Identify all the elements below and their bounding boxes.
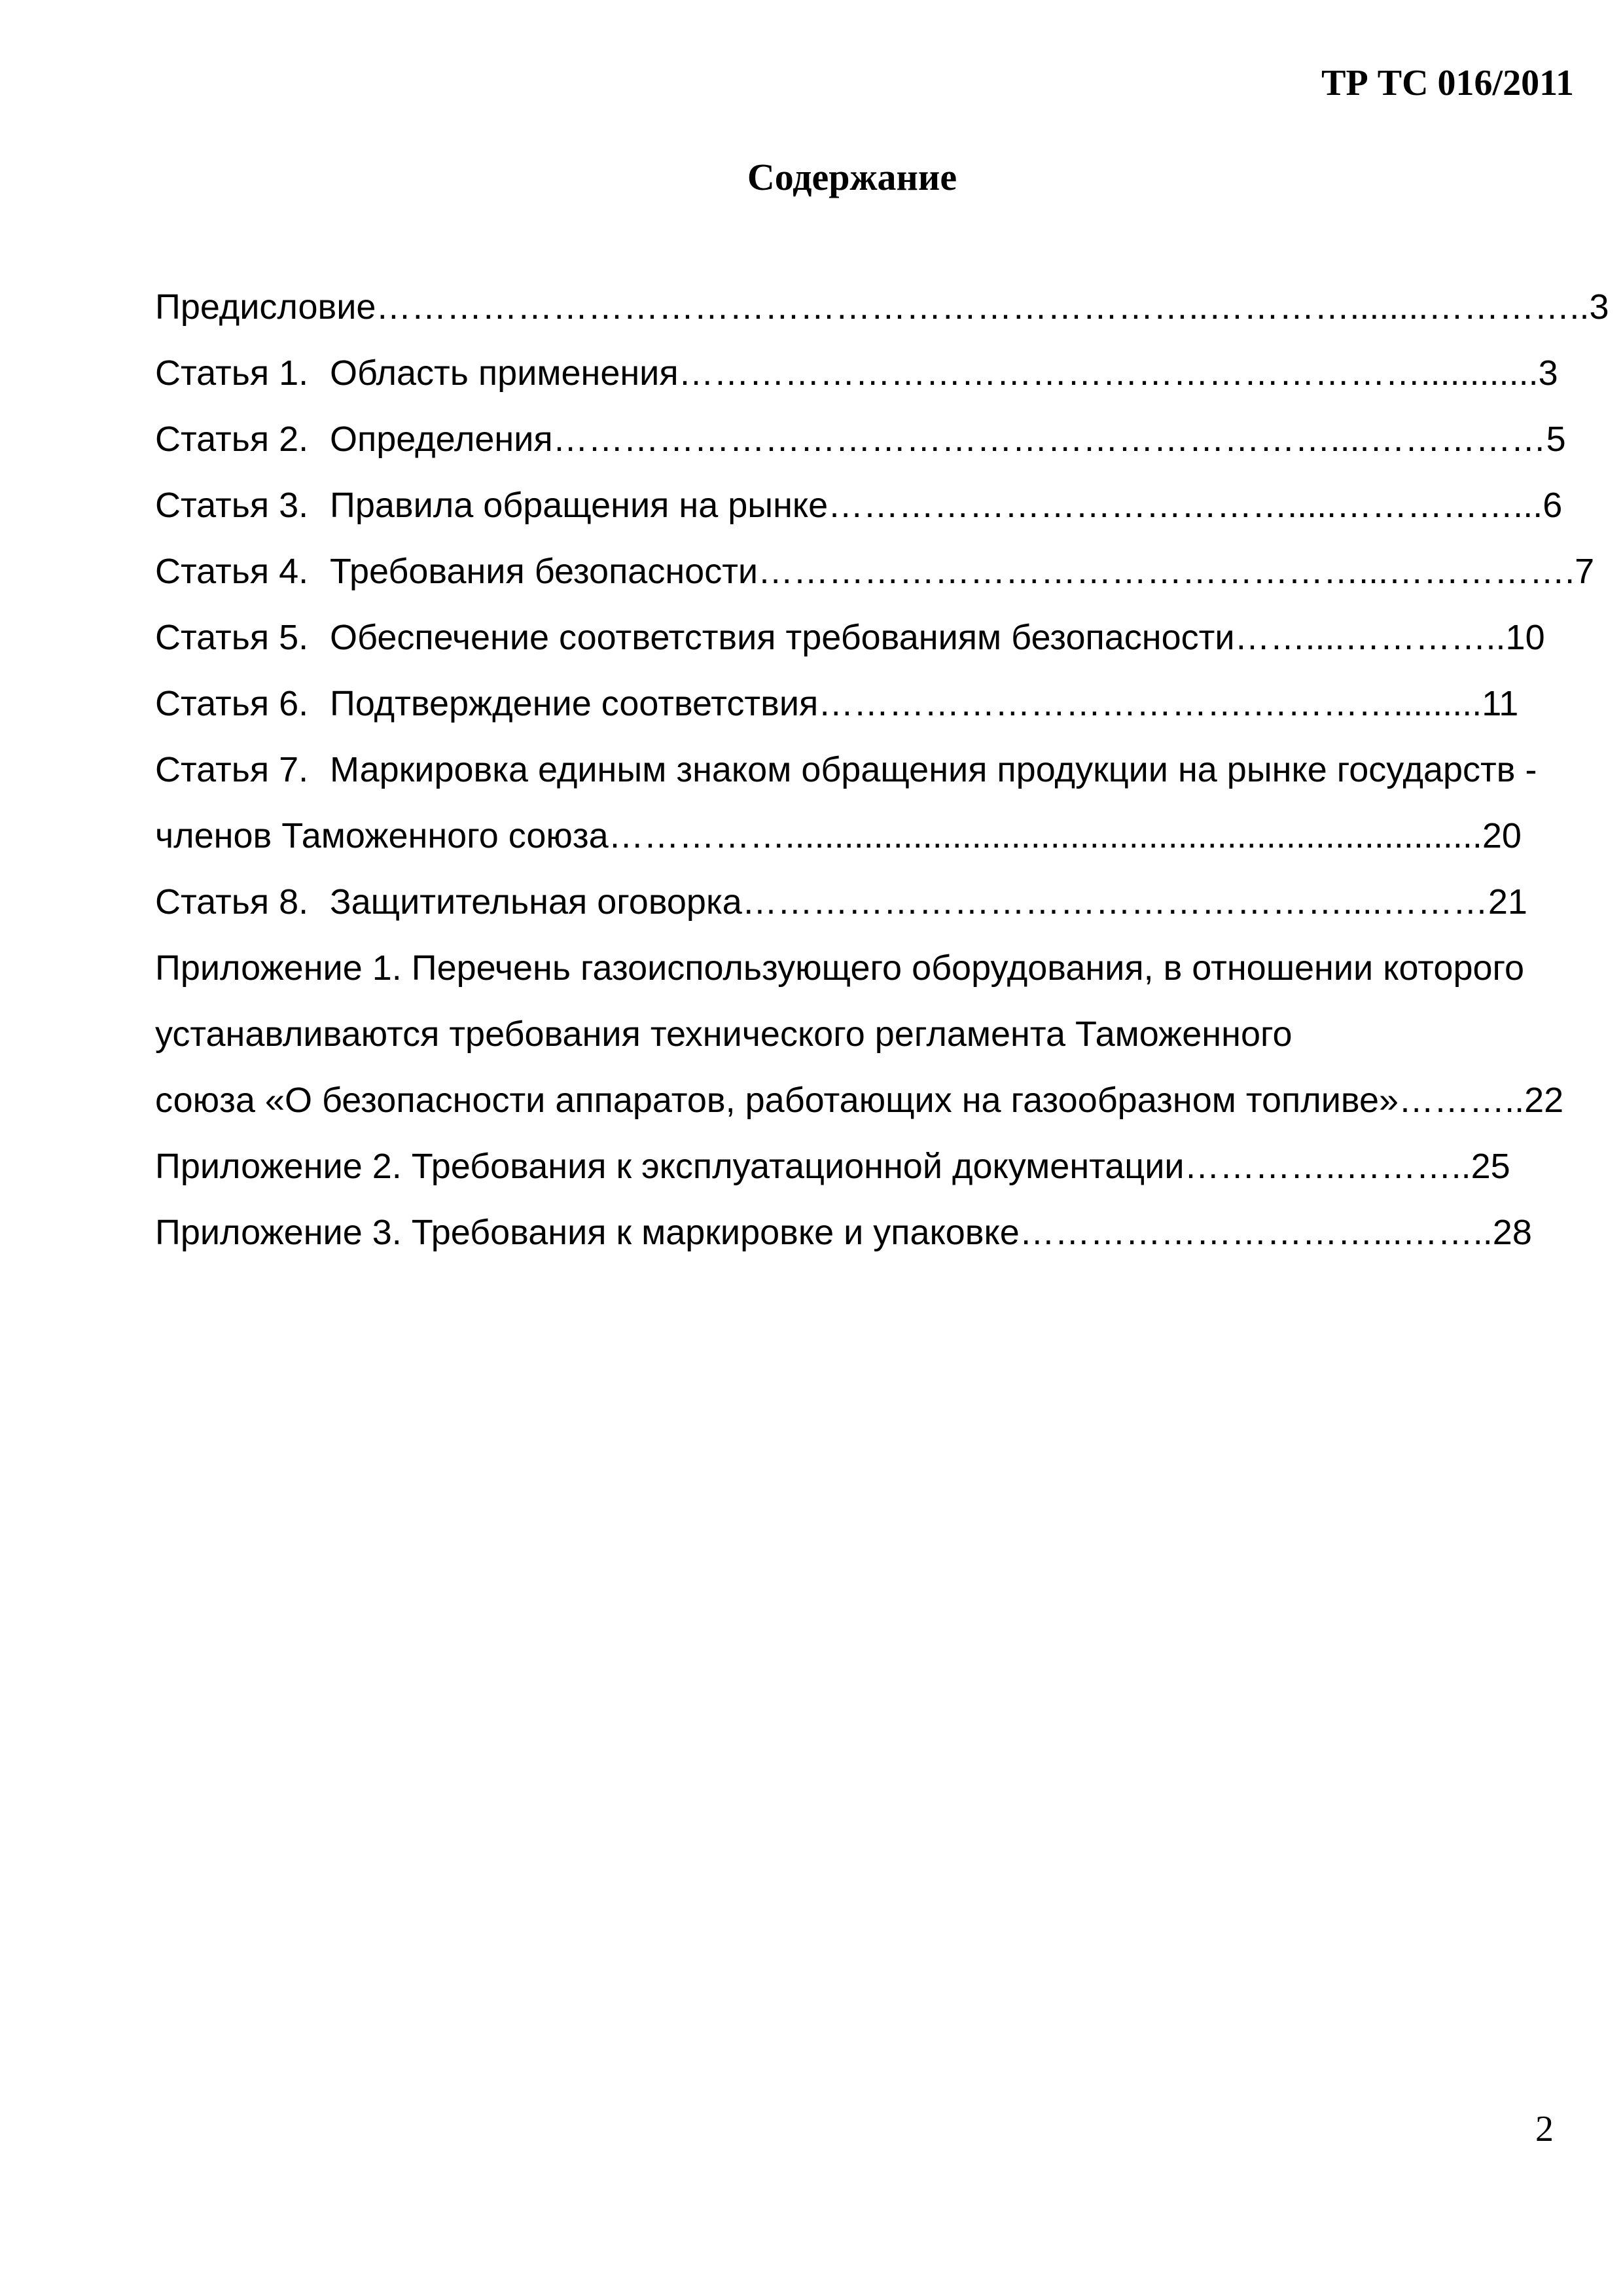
toc-page-number: 7 bbox=[1575, 552, 1595, 591]
toc-entry-number: Статья 2. bbox=[155, 420, 309, 459]
toc-entry-line bbox=[155, 813, 1537, 879]
toc-entry-article-4[interactable] bbox=[155, 548, 1595, 615]
toc-entry-number: Статья 8. bbox=[155, 882, 309, 922]
toc-entry-title: Приложение 2. Требования к эксплуатационной документации bbox=[155, 1147, 1185, 1186]
page-number: 2 bbox=[1535, 2109, 1554, 2149]
toc-page-number: 20 bbox=[1482, 816, 1522, 855]
toc-entry-number: Статья 7. bbox=[155, 750, 309, 789]
toc-entry-article-3[interactable] bbox=[155, 482, 1563, 548]
toc-entry-title: Требования безопасности bbox=[330, 552, 758, 591]
toc-entry-number: Статья 6. bbox=[155, 684, 309, 723]
toc-entry-title: Защитительная оговорка bbox=[330, 882, 742, 922]
toc-entry-title-continued: устанавливаются требования технического регламента Таможенного bbox=[155, 1014, 1293, 1054]
toc-entry-article-5[interactable] bbox=[155, 615, 1545, 681]
table-of-contents bbox=[155, 284, 1609, 1276]
toc-entry-title: Приложение 1. Перечень газоиспользующего оборудования, в отношении которого bbox=[155, 948, 1525, 988]
toc-entry-line bbox=[155, 1077, 1564, 1143]
toc-page-number: 22 bbox=[1524, 1081, 1564, 1120]
toc-leader: ………………………………….....……………... bbox=[828, 486, 1543, 525]
toc-entry-number: Статья 5. bbox=[155, 618, 309, 657]
toc-entry-appendix-3[interactable] bbox=[155, 1210, 1537, 1276]
toc-entry-title: Определения bbox=[330, 420, 553, 459]
toc-entry-article-2[interactable] bbox=[155, 416, 1566, 482]
toc-entry-appendix-1[interactable] bbox=[155, 945, 1564, 1143]
toc-entry-title: Приложение 3. Требования к маркировке и упаковке bbox=[155, 1213, 1020, 1252]
toc-page-number: 3 bbox=[1538, 353, 1558, 393]
toc-page-number: 5 bbox=[1546, 420, 1566, 459]
toc-leader: …………………………...…….. bbox=[1019, 1213, 1493, 1252]
toc-entry-article-8[interactable] bbox=[155, 879, 1537, 945]
page-title: Содержание bbox=[747, 156, 957, 198]
toc-page-number: 21 bbox=[1488, 882, 1527, 922]
toc-entry-line bbox=[155, 945, 1537, 1011]
toc-page-number: 11 bbox=[1482, 684, 1519, 723]
toc-entry-number: Статья 4. bbox=[155, 552, 309, 591]
toc-entry-title: Обеспечение соответствия требованиям безопасности bbox=[330, 618, 1235, 657]
toc-leader: ……………………………………………………………..…………........………….. bbox=[376, 287, 1590, 327]
toc-entry-title: Область применения bbox=[330, 353, 679, 393]
toc-entry-number: Статья 3. bbox=[155, 486, 309, 525]
toc-entry-title: Подтверждение соответствия bbox=[330, 684, 819, 723]
toc-leader: ………………………………………………………............ bbox=[678, 353, 1539, 393]
document-code: ТР ТС 016/2011 bbox=[1321, 63, 1574, 103]
toc-page-number: 6 bbox=[1543, 486, 1563, 525]
toc-leader: ……………………………………………...……………. bbox=[758, 552, 1575, 591]
toc-page-number: 28 bbox=[1492, 1213, 1532, 1252]
toc-entry-line bbox=[155, 1011, 1537, 1077]
toc-entry-appendix-2[interactable] bbox=[155, 1143, 1537, 1210]
toc-entry-line bbox=[155, 747, 1537, 813]
toc-entry-article-7[interactable] bbox=[155, 747, 1537, 879]
toc-entry-title: Предисловие bbox=[155, 287, 376, 327]
toc-leader: ……....………….. bbox=[1234, 618, 1506, 657]
toc-entry-article-6[interactable] bbox=[155, 681, 1537, 747]
toc-page-number: 10 bbox=[1505, 618, 1545, 657]
toc-page-number: 25 bbox=[1471, 1147, 1510, 1186]
toc-leader: …………………………………………………………....…………… bbox=[552, 420, 1546, 459]
toc-leader: ……………………………….…………......... bbox=[818, 684, 1482, 723]
toc-entry-title-continued: членов Таможенного союза bbox=[155, 816, 609, 855]
toc-entry-title-continued: союза «О безопасности аппаратов, работающих на газообразном топливе» bbox=[155, 1081, 1399, 1120]
toc-leader: ……….. bbox=[1399, 1081, 1525, 1120]
toc-entry-title: Правила обращения на рынке bbox=[330, 486, 829, 525]
toc-leader: ……………....................................................................... bbox=[608, 816, 1482, 855]
toc-entry-number: Статья 1. bbox=[155, 353, 309, 393]
toc-entry-article-1[interactable] bbox=[155, 350, 1558, 416]
toc-leader: …………..……….. bbox=[1184, 1147, 1471, 1186]
toc-leader: ……………………………………………....……… bbox=[741, 882, 1488, 922]
toc-page-number: 3 bbox=[1589, 287, 1609, 327]
toc-entry-preface[interactable] bbox=[155, 284, 1609, 350]
toc-entry-title: Маркировка единым знаком обращения продукции на рынке государств - bbox=[330, 750, 1537, 789]
